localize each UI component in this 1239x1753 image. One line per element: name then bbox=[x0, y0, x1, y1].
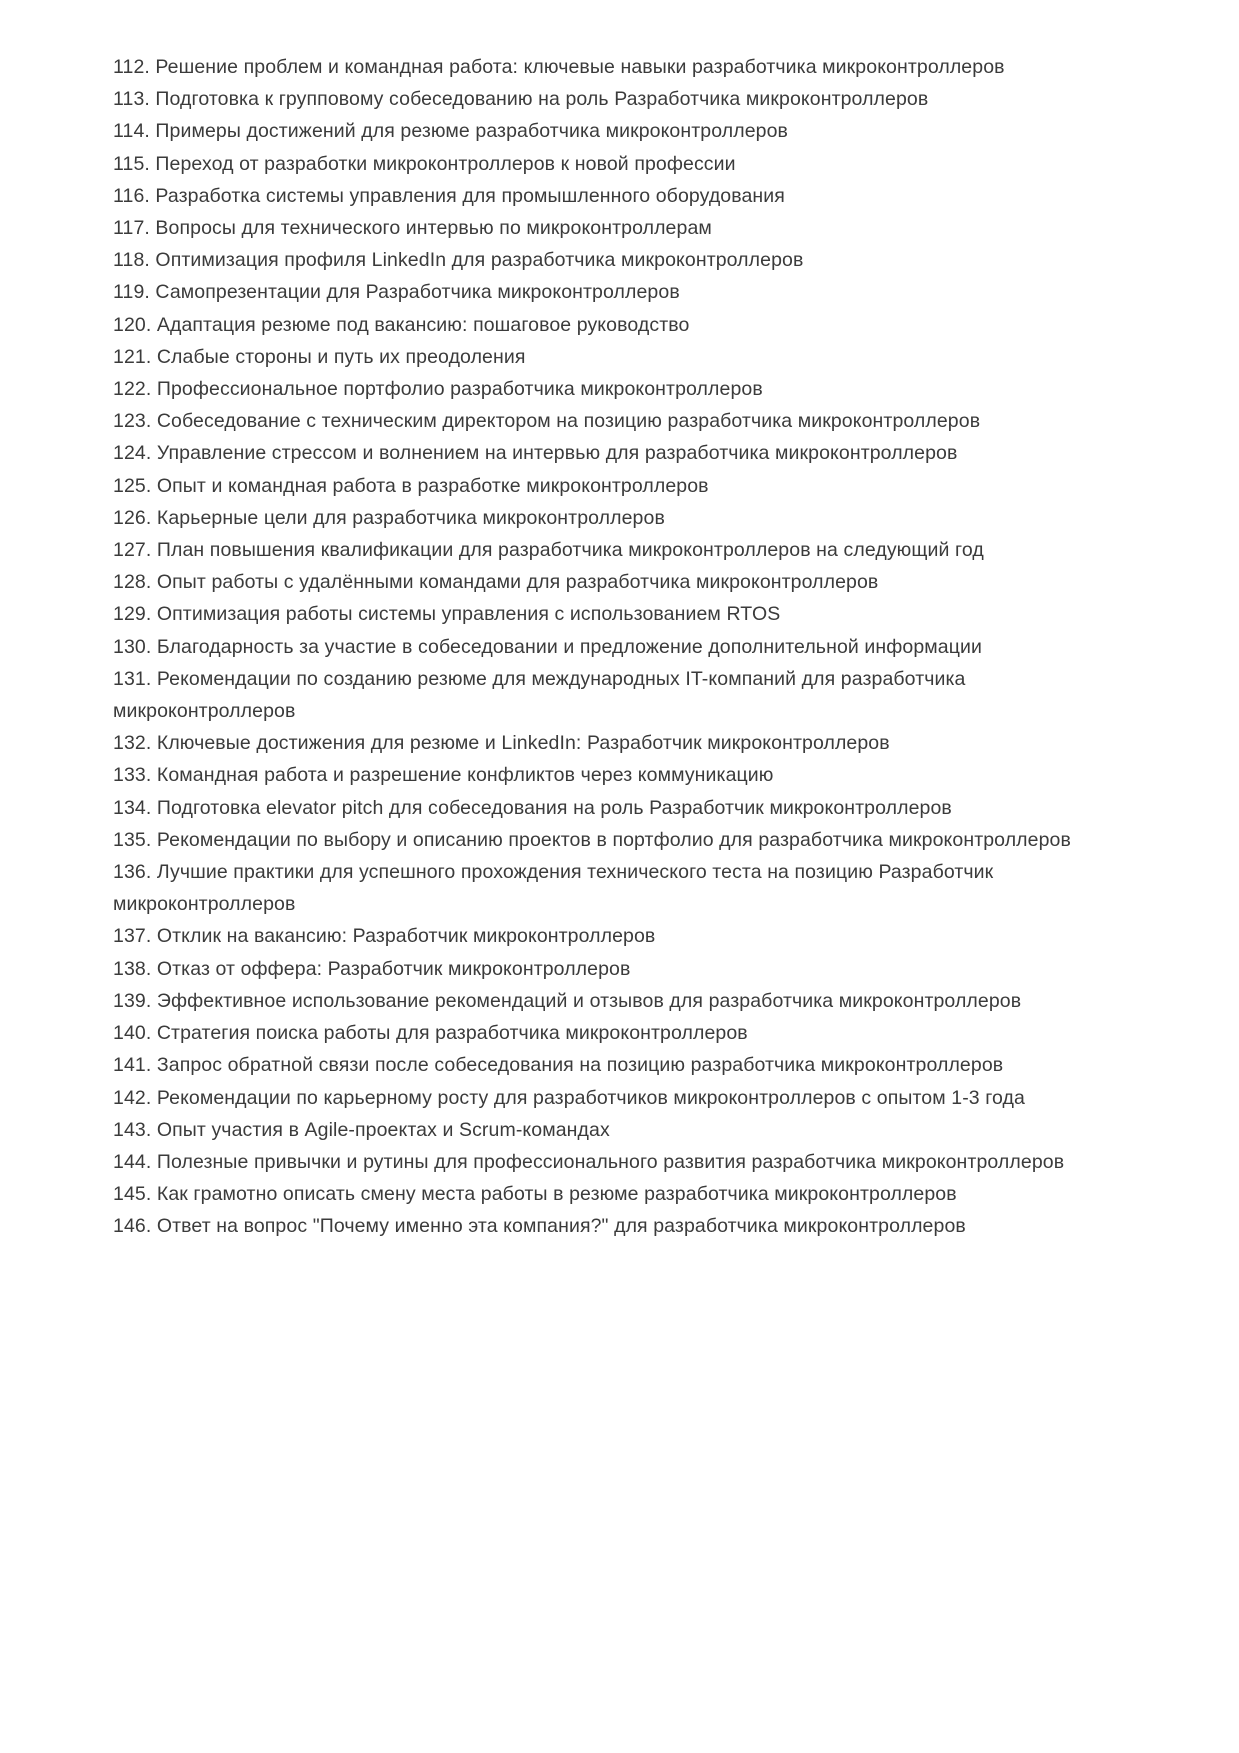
list-item: 143. Опыт участия в Agile-проектах и Scrum-командах bbox=[113, 1118, 610, 1141]
list-item: 141. Запрос обратной связи после собеседования на позицию разработчика микроконтроллеров bbox=[113, 1054, 1004, 1077]
list-item: 119. Самопрезентации для Разработчика микроконтроллеров bbox=[113, 281, 680, 304]
list-item: 127. План повышения квалификации для разработчика микроконтроллеров на следующий год bbox=[113, 539, 984, 562]
list-item: 145. Как грамотно описать смену места работы в резюме разработчика микроконтроллеров bbox=[113, 1183, 957, 1206]
list-item: 135. Рекомендации по выбору и описанию проектов в портфолио для разработчика микроконтроллеров bbox=[113, 828, 1071, 851]
list-item: 113. Подготовка к групповому собеседованию на роль Разработчика микроконтроллеров bbox=[113, 88, 929, 111]
list-item: 133. Командная работа и разрешение конфликтов через коммуникацию bbox=[113, 764, 774, 787]
list-item: 114. Примеры достижений для резюме разработчика микроконтроллеров bbox=[113, 120, 788, 143]
list-item: 122. Профессиональное портфолио разработчика микроконтроллеров bbox=[113, 378, 763, 401]
list-item: 129. Оптимизация работы системы управления с использованием RTOS bbox=[113, 603, 781, 626]
list-item: 146. Ответ на вопрос "Почему именно эта компания?" для разработчика микроконтроллеров bbox=[113, 1215, 966, 1238]
list-item: 130. Благодарность за участие в собеседовании и предложение дополнительной информации bbox=[113, 635, 982, 658]
list-item: 134. Подготовка elevator pitch для собеседования на роль Разработчик микроконтроллеров bbox=[113, 796, 952, 819]
list-item: 112. Решение проблем и командная работа: ключевые навыки разработчика микроконтроллеров bbox=[113, 56, 1005, 78]
list-item: 115. Переход от разработки микроконтроллеров к новой профессии bbox=[113, 152, 736, 175]
list-item: 125. Опыт и командная работа в разработке микроконтроллеров bbox=[113, 474, 709, 497]
list-item: 138. Отказ от оффера: Разработчик микроконтроллеров bbox=[113, 957, 631, 980]
list-item: 128. Опыт работы с удалёнными командами для разработчика микроконтроллеров bbox=[113, 571, 879, 594]
list-item: 126. Карьерные цели для разработчика микроконтроллеров bbox=[113, 506, 665, 529]
list-item: 139. Эффективное использование рекомендаций и отзывов для разработчика микроконтроллеров bbox=[113, 989, 1022, 1012]
list-item: 120. Адаптация резюме под вакансию: пошаговое руководство bbox=[113, 313, 690, 336]
list-item: 132. Ключевые достижения для резюме и LinkedIn: Разработчик микроконтроллеров bbox=[113, 732, 890, 755]
list-item: 117. Вопросы для технического интервью по микроконтроллерам bbox=[113, 217, 712, 240]
list-item: 121. Слабые стороны и путь их преодоления bbox=[113, 345, 526, 368]
list-item: 144. Полезные привычки и рутины для профессионального развития разработчика микроконтроллеров bbox=[113, 1150, 1065, 1173]
list-item: 131. Рекомендации по созданию резюме для международных IT-компаний для разработчика микроконтроллеров bbox=[113, 667, 966, 723]
list-item: 116. Разработка системы управления для промышленного оборудования bbox=[113, 184, 785, 207]
list-item: 140. Стратегия поиска работы для разработчика микроконтроллеров bbox=[113, 1022, 748, 1045]
list-item: 118. Оптимизация профиля LinkedIn для разработчика микроконтроллеров bbox=[113, 249, 804, 272]
list-item: 142. Рекомендации по карьерному росту для разработчиков микроконтроллеров с опытом 1-3 года bbox=[113, 1086, 1025, 1109]
list-item: 136. Лучшие практики для успешного прохождения технического теста на позицию Разработчик микроконтроллеров bbox=[113, 861, 994, 916]
list-item: 137. Отклик на вакансию: Разработчик микроконтроллеров bbox=[113, 925, 656, 948]
list-item: 123. Собеседование с техническим директором на позицию разработчика микроконтроллеров bbox=[113, 410, 981, 433]
list-item: 124. Управление стрессом и волнением на интервью для разработчика микроконтроллеров bbox=[113, 442, 958, 465]
